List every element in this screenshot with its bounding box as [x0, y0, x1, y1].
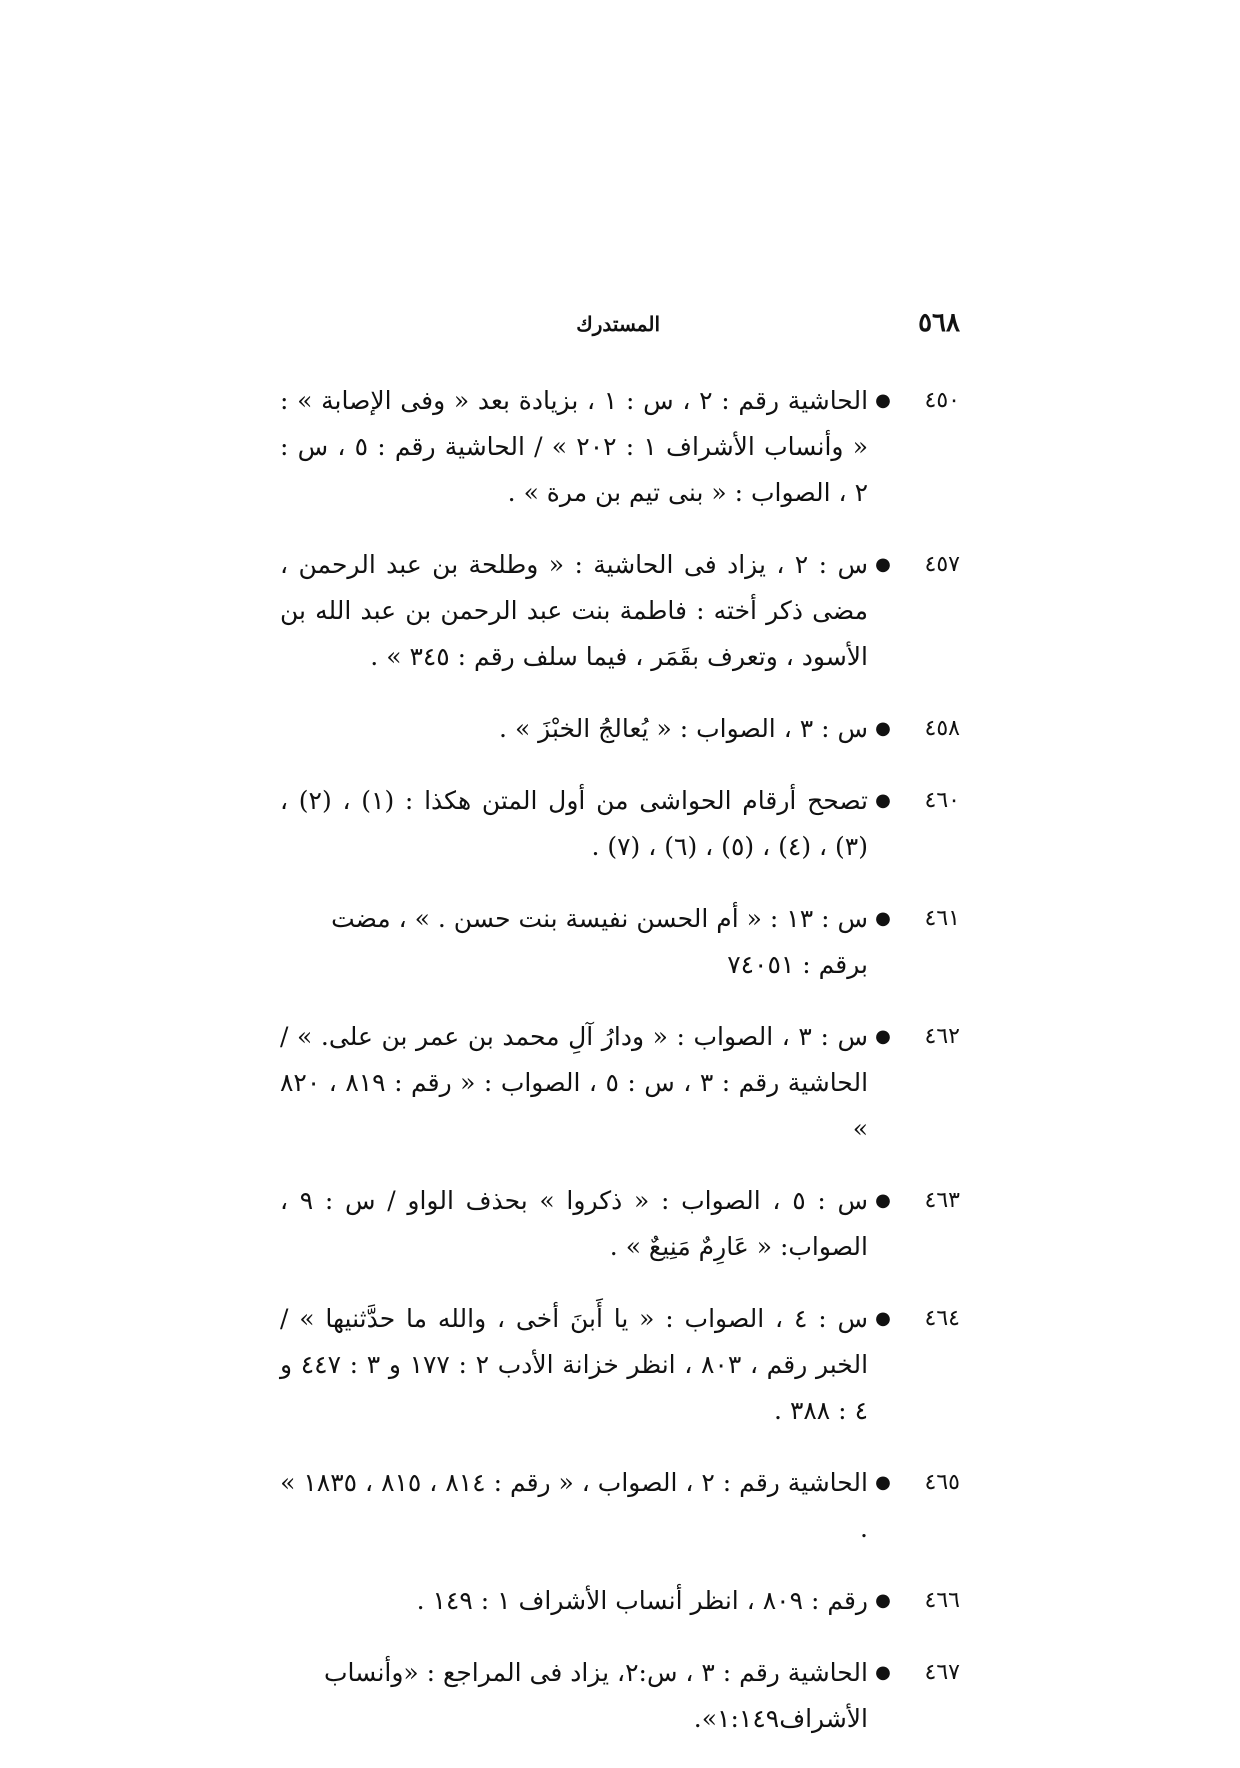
entry-text: س : ٣ ، الصواب : « يُعالجُ الخبْزَ » .	[499, 714, 868, 743]
entry-number: ٤٥٠	[924, 388, 960, 413]
entry-number: ٤٦١	[924, 906, 960, 931]
bullet-icon: ●	[875, 1026, 891, 1047]
entry-number: ٤٦٣	[924, 1188, 960, 1213]
running-title: المستدرك	[576, 312, 660, 336]
bullet-icon: ●	[875, 1472, 891, 1493]
entry-text: تصحح أرقام الحواشى من أول المتن هكذا : (١) ، (٢) ، (٣) ، (٤) ، (٥) ، (٦) ، (٧) .	[280, 786, 868, 861]
entry-text: س : ٢ ، يزاد فى الحاشية : « وطلحة بن عبد الرحمن ، مضى ذكر أخته : فاطمة بنت عبد الرحمن بن عبد الله بن الأسود ، وتعرف بقَمَر ، فيما سلف رقم : ٣٤٥ » .	[280, 550, 868, 671]
page-number: ٥٦٨	[918, 308, 960, 338]
correction-entry	[280, 1014, 960, 1152]
bullet-icon: ●	[875, 1308, 891, 1329]
correction-entry	[280, 896, 960, 988]
bullet-icon: ●	[875, 390, 891, 411]
correction-entry	[280, 1578, 960, 1624]
entry-number: ٤٥٧	[924, 552, 960, 577]
entry-text: س : ٣ ، الصواب : « ودارُ آلِ محمد بن عمر بن على. » / الحاشية رقم : ٣ ، س : ٥ ، الصواب : « رقم : ٨١٩ ، ٨٢٠ »	[280, 1022, 869, 1143]
entry-number: ٤٥٨	[924, 716, 960, 741]
entry-text: الحاشية رقم : ٣ ، س:٢، يزاد فى المراجع : «وأنساب الأشراف١:١٤٩».	[323, 1658, 868, 1733]
entry-number: ٤٦٤	[924, 1306, 960, 1331]
correction-entry	[280, 1650, 960, 1742]
entry-text: الحاشية رقم : ٢ ، س : ١ ، بزيادة بعد « وفى الإصابة » : « وأنساب الأشراف ١ : ٢٠٢ » / الحاشية رقم : ٥ ، س : ٢ ، الصواب : « بنى تيم بن مرة » .	[280, 386, 869, 507]
entry-text: س : ٤ ، الصواب : « يا أَبنَ أخى ، والله ما حدَّثنيها » / الخبر رقم ، ٨٠٣ ، انظر خزانة الأدب ٢ : ١٧٧ و ٣ : ٤٤٧ و ٤ : ٣٨٨ .	[280, 1304, 869, 1425]
entry-number: ٤٦٢	[924, 1024, 960, 1049]
entry-number: ٤٦٥	[924, 1470, 960, 1495]
entry-number: ٤٦٦	[924, 1588, 960, 1613]
corrections-list	[280, 378, 960, 1768]
correction-entry	[280, 1178, 960, 1270]
entry-text: س : ١٣ : « أم الحسن نفيسة بنت حسن . » ، مضت برقم : ٧٤٠٥١	[331, 904, 868, 979]
correction-entry	[280, 706, 960, 752]
entry-text: س : ٥ ، الصواب : « ذكروا » بحذف الواو / س : ٩ ، الصواب: « عَارِمٌ مَنِيعٌ » .	[280, 1186, 869, 1261]
page-header	[280, 308, 960, 348]
correction-entry	[280, 1460, 960, 1552]
bullet-icon: ●	[875, 554, 891, 575]
bullet-icon: ●	[875, 1590, 891, 1611]
entry-number: ٤٦٠	[924, 788, 960, 813]
bullet-icon: ●	[875, 718, 891, 739]
bullet-icon: ●	[875, 790, 891, 811]
correction-entry	[280, 1296, 960, 1434]
entry-number: ٤٦٧	[924, 1660, 960, 1685]
correction-entry	[280, 378, 960, 516]
bullet-icon: ●	[875, 1662, 891, 1683]
correction-entry	[280, 778, 960, 870]
correction-entry	[280, 542, 960, 680]
entry-text: الحاشية رقم : ٢ ، الصواب ، « رقم : ٨١٤ ، ٨١٥ ، ١٨٣٥ » .	[280, 1468, 868, 1543]
bullet-icon: ●	[875, 908, 891, 929]
bullet-icon: ●	[875, 1190, 891, 1211]
entry-text: رقم : ٨٠٩ ، انظر أنساب الأشراف ١ : ١٤٩ .	[416, 1586, 868, 1615]
